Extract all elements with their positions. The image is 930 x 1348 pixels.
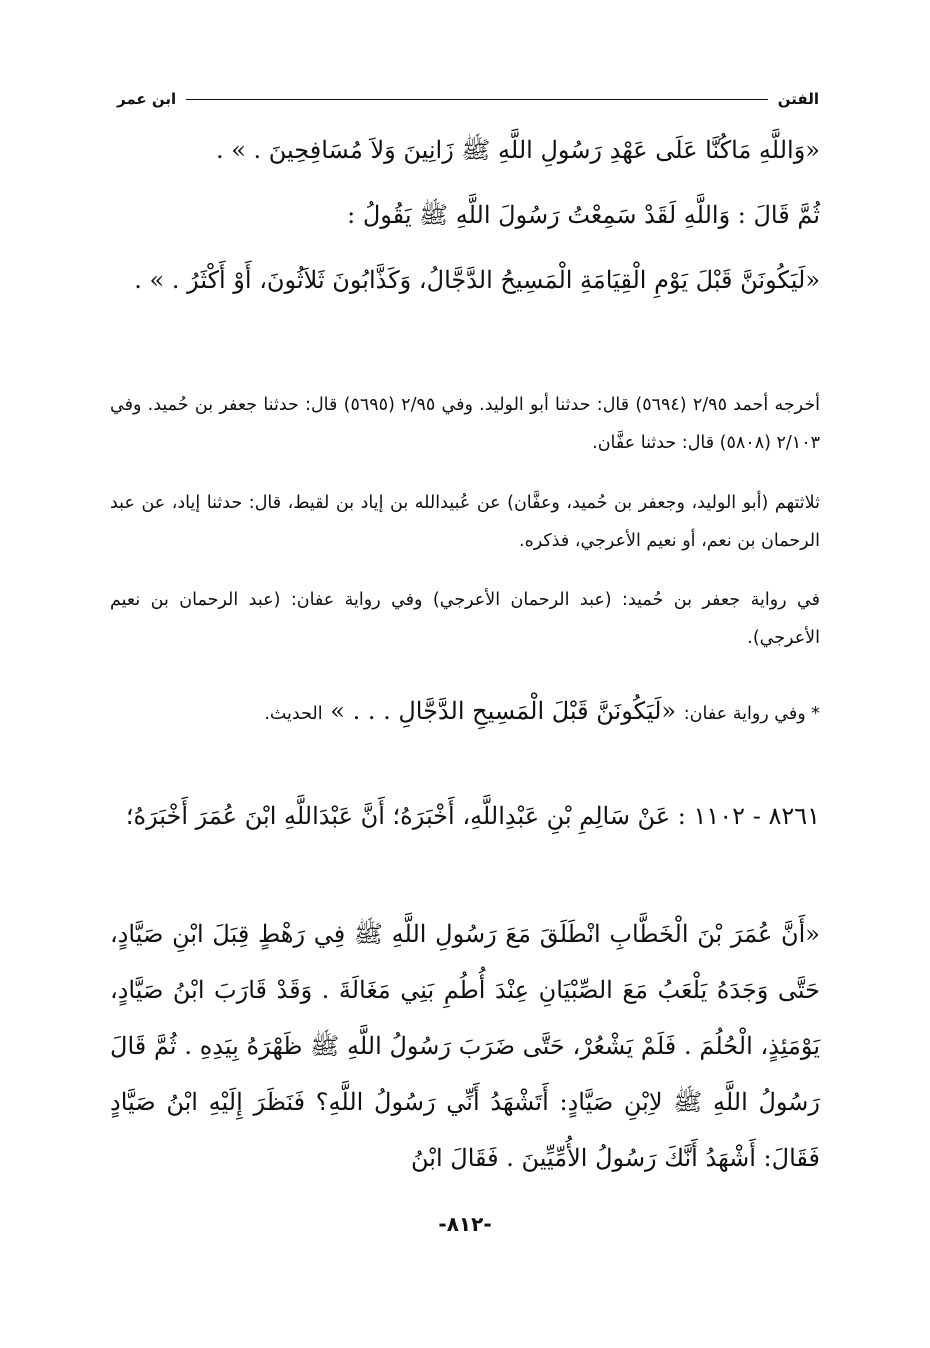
note-4-suffix: الحديث. — [264, 704, 323, 724]
note-4-prefix: * وفي رواية عفان: — [683, 704, 820, 724]
hadith-text-quote-2: «لَيَكُونَنَّ قَبْلَ يَوْمِ الْقِيَامَةِ الْمَسِيحُ الدَّجَّالُ، وَكَذَّابُونَ ثَلاَثُونَ، أَوْ أَكْثَرُ . » . — [134, 266, 820, 294]
header-section-title: ابن عمر — [117, 90, 177, 108]
hadith-text-quote-1: «وَاللَّهِ مَاكُنَّا عَلَى عَهْدِ رَسُولِ اللَّهِ ﷺ زَانِينَ وَلاَ مُسَافِحِينَ . » . — [215, 136, 820, 164]
hadith-text-saying: ثُمَّ قَالَ : وَاللَّهِ لَقَدْ سَمِعْتُ رَسُولَ اللَّهِ ﷺ يَقُولُ : — [347, 201, 820, 229]
takhrij-note-3: في رواية جعفر بن حُميد: (عبد الرحمان الأعرجي) وفي رواية عفان: (عبد الرحمان بن نعيم الأعرجي). — [110, 590, 820, 648]
header-chapter-title: الفتن — [777, 90, 819, 108]
takhrij-note-2: ثلاثتهم (أبو الوليد، وجعفر بن حُميد، وعفَّان) عن عُبيدالله بن إياد بن لقيط، قال: حدثنا إياد، عن عبد الرحمان بن نعم، أو نعيم الأعرجي، فذكره. — [110, 493, 820, 551]
page-number: -٨١٢- — [438, 1212, 492, 1236]
hadith-8261-matn: «أَنَّ عُمَرَ بْنَ الْخَطَّابِ انْطَلَقَ مَعَ رَسُولِ اللَّهِ ﷺ فِي رَهْطٍ قِبَلَ ابْنِ صَيَّادٍ، حَتَّى وَجَدَهُ يَلْعَبُ مَعَ الصِّبْيَانِ عِنْدَ أُطُمِ بَنِي مَغَالَةَ . وَقَدْ قَارَبَ ابْنُ صَيَّادٍ، يَوْمَئِذٍ، الْحُلُمَ . فَلَمْ يَشْعُرْ، حَتَّى ضَرَبَ رَسُولُ اللَّهِ ﷺ ظَهْرَهُ بِيَدِهِ . ثُمَّ قَالَ رَسُولُ اللَّهِ ﷺ لاِبْنِ صَيَّادٍ: أَتَشْهَدُ أَنِّي رَسُولُ اللَّهِ؟ فَنَظَرَ إِلَيْهِ ابْنُ صَيَّادٍ فَقَالَ: أَشْهَدُ أَنَّكَ رَسُولُ الأُمِّيِّينَ . فَقَالَ ابْنُ — [110, 920, 820, 1172]
takhrij-note-4 — [110, 682, 820, 743]
note-4-quote: «لَيَكُونَنَّ قَبْلَ الْمَسِيحِ الدَّجَّالِ . . . » — [330, 697, 677, 725]
hadith-8261-isnad: ٨٢٦١ - ١١٠٢ : عَنْ سَالِمِ بْنِ عَبْدِاللَّهِ، أَخْبَرَهُ؛ أَنَّ عَبْدَاللَّهِ ابْنَ عُمَرَ أَخْبَرَهُ؛ — [125, 802, 820, 830]
running-header — [117, 86, 819, 112]
header-rule — [186, 99, 768, 100]
takhrij-note-1: أخرجه أحمد ٢/٩٥ (٥٦٩٤) قال: حدثنا أبو الوليد. وفي ٢/٩٥ (٥٦٩٥) قال: حدثنا جعفر بن حُميد. وفي ٢/١٠٣ (٥٨٠٨) قال: حدثنا عفَّان. — [110, 395, 821, 453]
